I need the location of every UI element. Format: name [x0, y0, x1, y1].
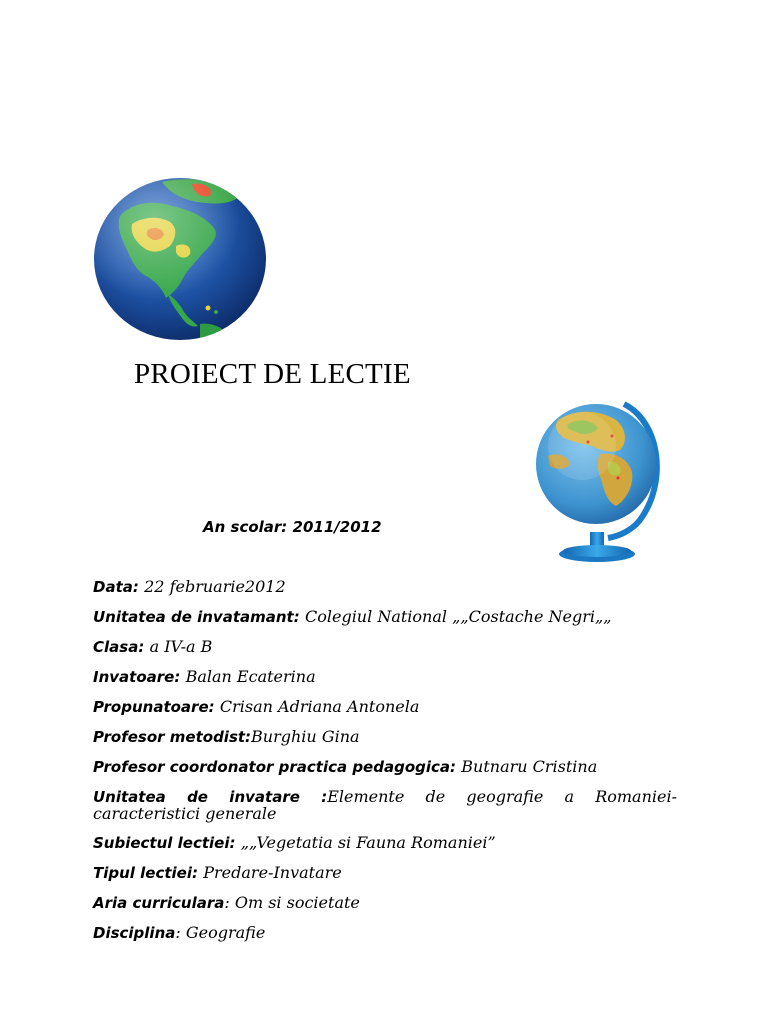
field-label: Disciplina [93, 924, 176, 942]
school-year [203, 518, 382, 536]
field-value: „„Vegetatia si Fauna Romaniei” [240, 833, 496, 852]
field-label: Aria curriculara [93, 894, 225, 912]
field-label: Clasa: [93, 638, 145, 656]
field-value: a IV-a B [149, 637, 213, 656]
field-label: Invatoare: [93, 668, 181, 686]
field-value: Balan Ecaterina [185, 667, 316, 686]
field-label: Data: [93, 578, 139, 596]
field-label: Unitatea de invatamant: [93, 608, 300, 626]
field-label: Tipul lectiei: [93, 864, 198, 882]
field-curricular-area [93, 888, 677, 918]
page-title: PROIECT DE LECTIE [134, 358, 411, 390]
field-coordinator [93, 752, 677, 782]
field-value: 22 februarie2012 [144, 577, 286, 596]
field-label: Propunatoare: [93, 698, 215, 716]
field-learning-unit-continuation: caracteristici generale [93, 804, 277, 823]
field-value: Burghiu Gina [251, 727, 360, 746]
field-teacher [93, 662, 677, 692]
school-year-label: An scolar: [203, 518, 288, 536]
field-label: Unitatea de invatare : [93, 788, 328, 806]
field-value: Crisan Adriana Antonela [219, 697, 420, 716]
field-value: Butnaru Cristina [461, 757, 598, 776]
earth-globe-icon [92, 176, 268, 342]
field-label: Profesor coordonator practica pedagogica: [93, 758, 457, 776]
field-value: Colegiul National „„Costache Negri„„ [304, 607, 612, 626]
field-class [93, 632, 677, 662]
school-year-value: 2011/2012 [292, 518, 382, 536]
field-discipline [93, 918, 677, 948]
field-value: : Geografie [175, 923, 266, 942]
field-lesson-type [93, 858, 677, 888]
field-lesson-subject [93, 828, 677, 858]
field-value: Elemente de geografie a Romaniei- [327, 787, 677, 806]
desk-globe-icon [528, 398, 678, 576]
field-proposer [93, 692, 677, 722]
field-methodist [93, 722, 677, 752]
lesson-details [93, 572, 677, 948]
field-value: Predare-Invatare [203, 863, 342, 882]
field-school [93, 602, 677, 632]
field-date [93, 572, 677, 602]
field-value: : Om si societate [224, 893, 360, 912]
field-label: Subiectul lectiei: [93, 834, 236, 852]
field-label: Profesor metodist: [93, 728, 252, 746]
